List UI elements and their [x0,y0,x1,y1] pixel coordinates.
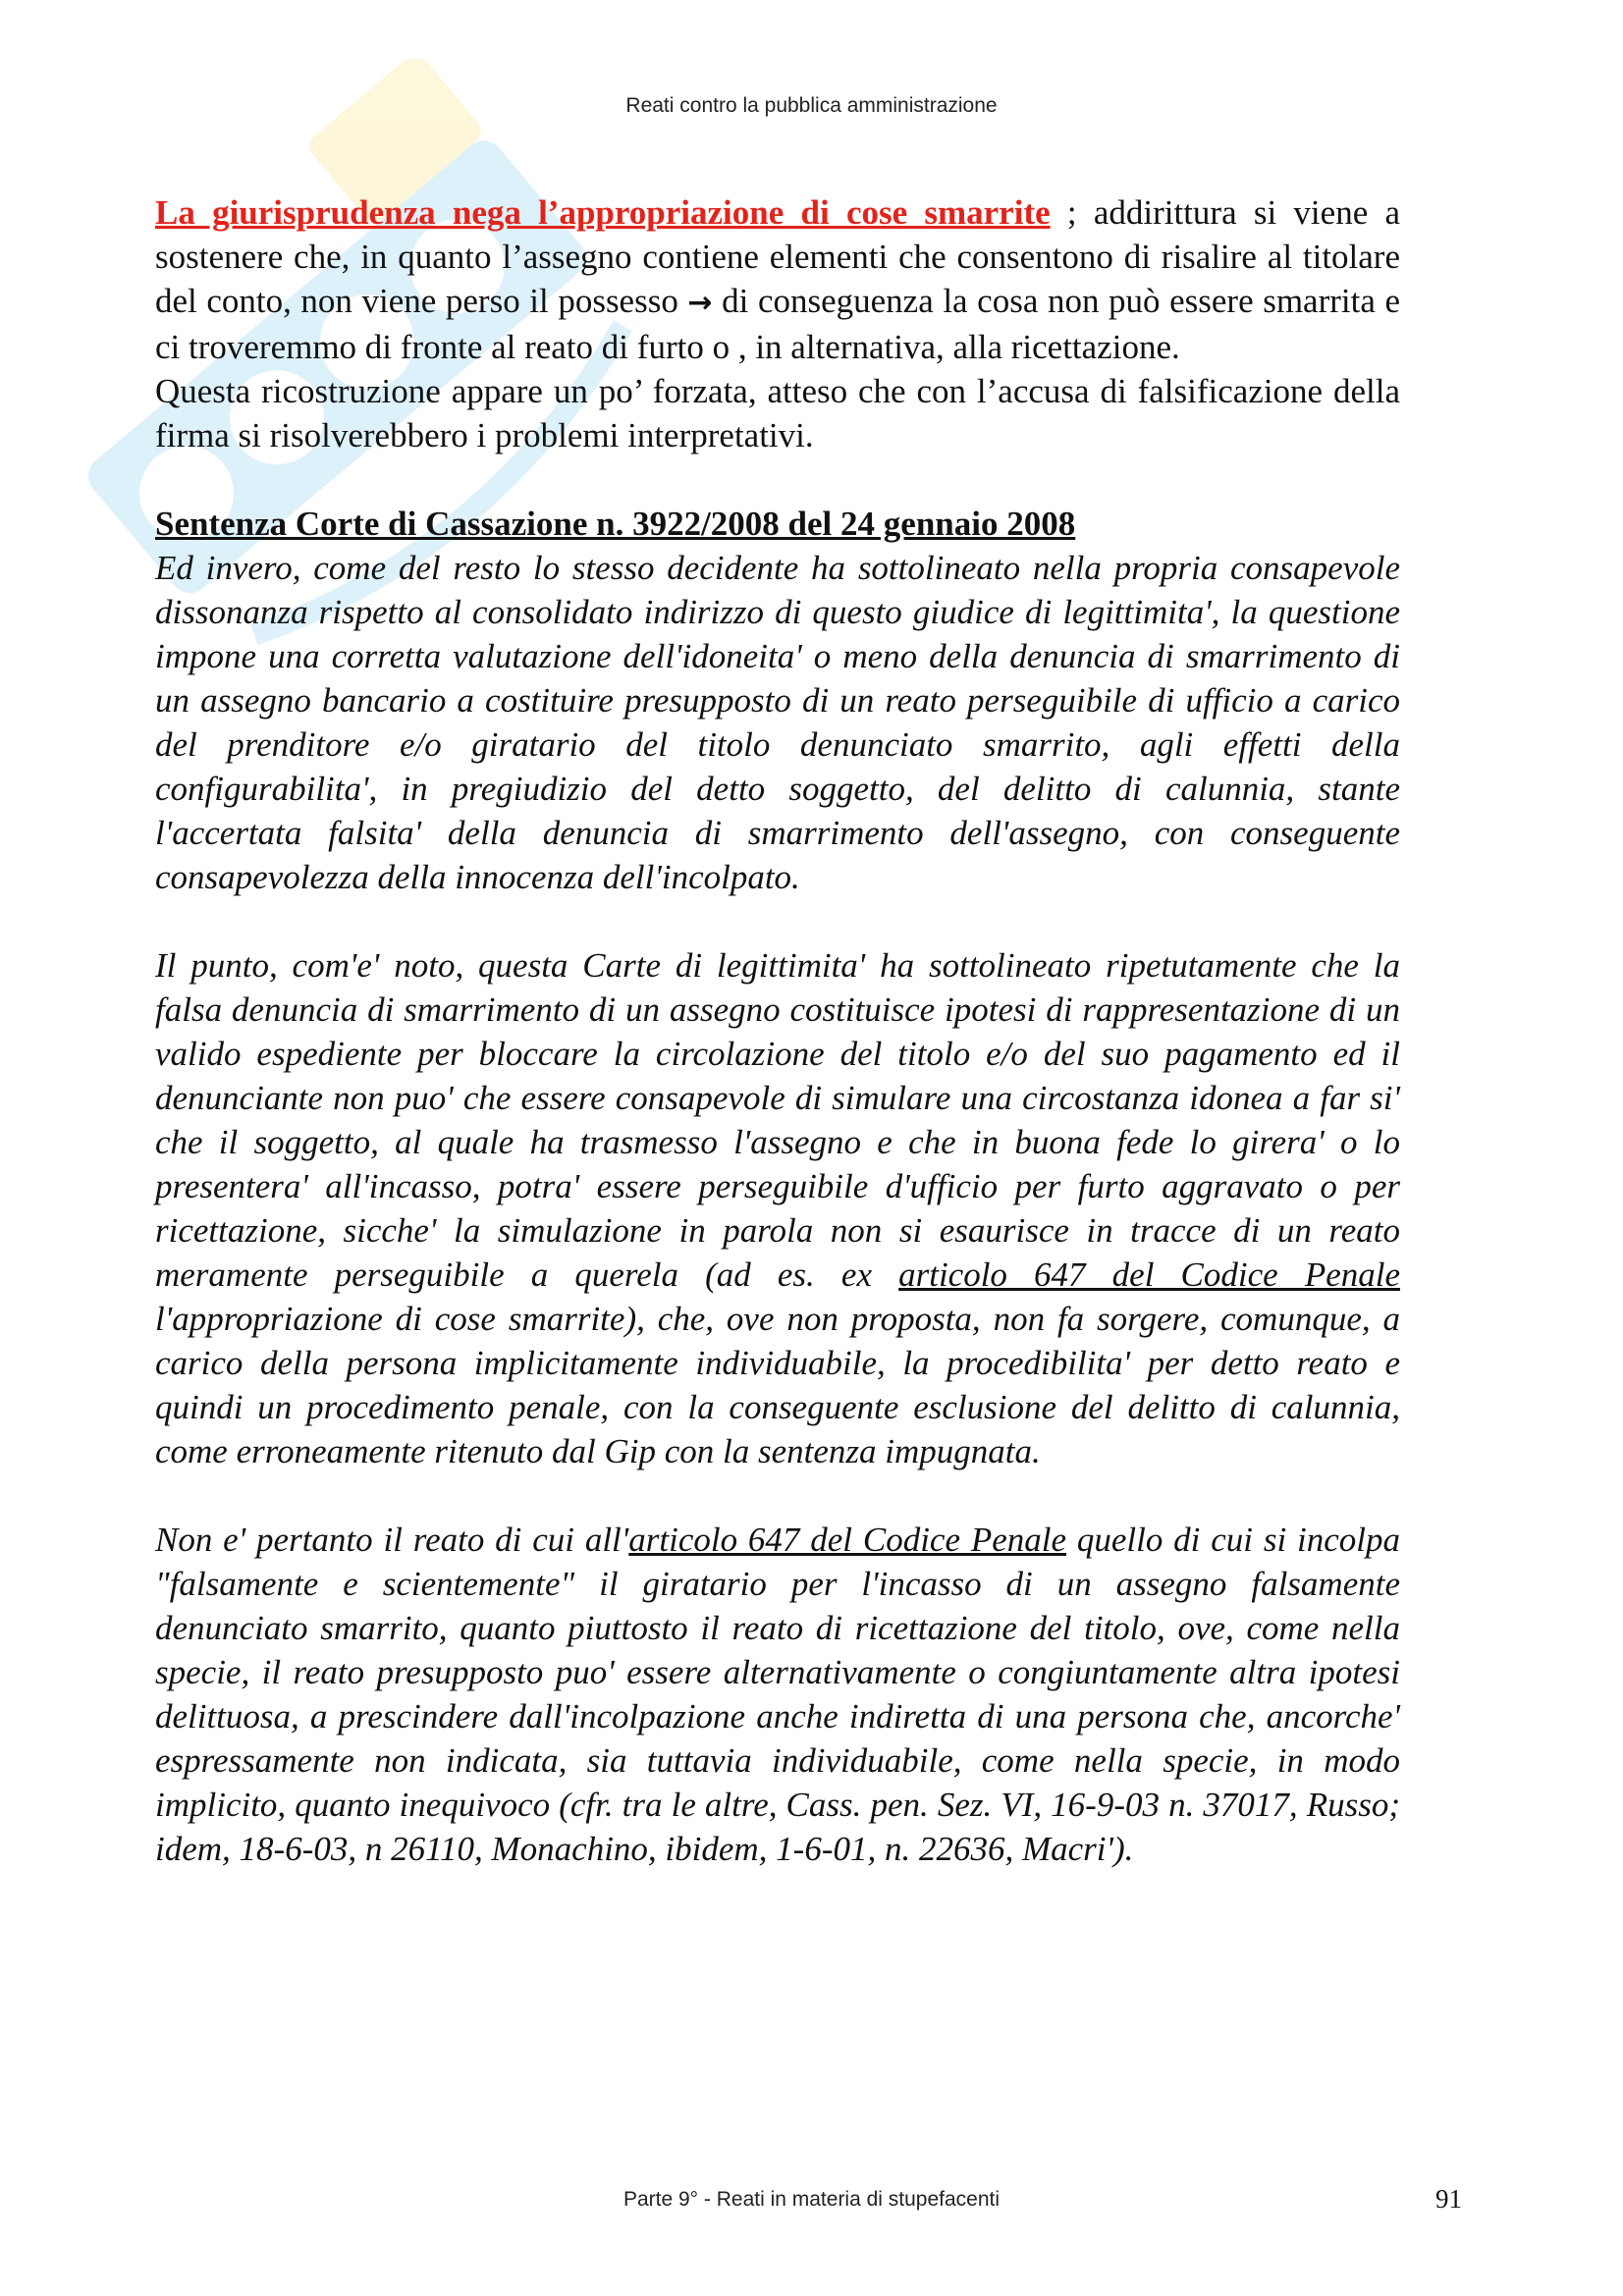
page-content [155,190,1400,1871]
paragraph-ruling-2: Il punto, com'e' noto, questa Carte di legittimita' ha sottolineato ripetutamente che la falsa denuncia di smarrimento di un assegno costituisce ipotesi di rappresentazione di un valido espediente per bloccare la circolazione del titolo e/o del suo pagamento ed il denunciante non puo' che essere consapevole di simulare una circostanza idonea a far si' che il soggetto, al quale ha trasmesso l'assegno e che in buona fede lo girera' o lo presentera' all'incasso, potra' essere perseguibile d'ufficio per furto aggravato o per ricettazione, sicche' la simulazione in parola non si esaurisce in tracce di un reato meramente perseguibile a querela (ad es. ex articolo 647 del Codice Penale l'appropriazione di cose smarrite), che, ove non proposta, non fa sorgere, comunque, a carico della persona implicitamente individuabile, la procedibilita' per detto reato e quindi un procedimento penale, con la conseguente esclusione del delitto di calunnia, come erroneamente ritenuto dal Gip con la sentenza impugnata. [155,946,1400,1470]
section-heading: Sentenza Corte di Cassazione n. 3922/2008 del 24 gennaio 2008 [155,505,1076,543]
article-647-link[interactable]: articolo 647 del Codice Penale [898,1255,1400,1294]
paragraph-jurisprudence: La giurisprudenza nega l’appropriazione di cose smarrite ; addirittura si viene a sostenere che, in quanto l’assegno contiene elementi che consentono di risalire al titolare del conto, non viene perso il possesso → di conseguenza la cosa non può essere smarrita e ci troveremmo di fronte al reato di furto o , in alternativa, alla ricettazione. [155,193,1400,366]
paragraph-ruling-3: Non e' pertanto il reato di cui all'articolo 647 del Codice Penale quello di cui si incolpa "falsamente e scientemente" il giratario per l'incasso di un assegno falsamente denunciato smarrito, quanto piuttosto il reato di ricettazione del titolo, ove, come nella specie, il reato presupposto puo' essere alternativamente o congiuntamente altra ipotesi delittuosa, a prescindere dall'incolpazione anche indiretta di una persona che, ancorche' espressamente non indicata, sia tuttavia individuabile, come nella specie, in modo implicito, quanto inequivoco (cfr. tra le altre, Cass. pen. Sez. VI, 16-9-03 n. 37017, Russo; idem, 18-6-03, n 26110, Monachino, ibidem, 1-6-01, n. 22636, Macri'). [155,1521,1400,1868]
running-footer: Parte 9° - Reati in materia di stupefacenti [622,2188,1001,2211]
running-header: Reati contro la pubblica amministrazione [625,94,998,117]
highlighted-reference[interactable]: La giurisprudenza nega l’appropriazione di cose smarrite [155,193,1051,232]
page-number: 91 [1435,2184,1462,2214]
paragraph-reconstruction: Questa ricostruzione appare un po’ forzata, atteso che con l’accusa di falsificazione della firma si risolverebbero i problemi interpretativi. [155,372,1400,454]
article-647-link-2[interactable]: articolo 647 del Codice Penale [628,1521,1067,1559]
arrow-right-icon: → [687,286,713,320]
paragraph-ruling-1: Ed invero, come del resto lo stesso decidente ha sottolineato nella propria consapevole dissonanza rispetto al consolidato indirizzo di questo giudice di legittimita', la questione impone una corretta valutazione dell'idoneita' o meno della denuncia di smarrimento di un assegno bancario a costituire presupposto di un reato perseguibile di ufficio a carico del prenditore e/o giratario del titolo denunciato smarrito, agli effetti della configurabilita', in pregiudizio del detto soggetto, del delitto di calunnia, stante l'accertata falsita' della denuncia di smarrimento dell'assegno, con conseguente consapevolezza della innocenza dell'incolpato. [155,549,1400,896]
